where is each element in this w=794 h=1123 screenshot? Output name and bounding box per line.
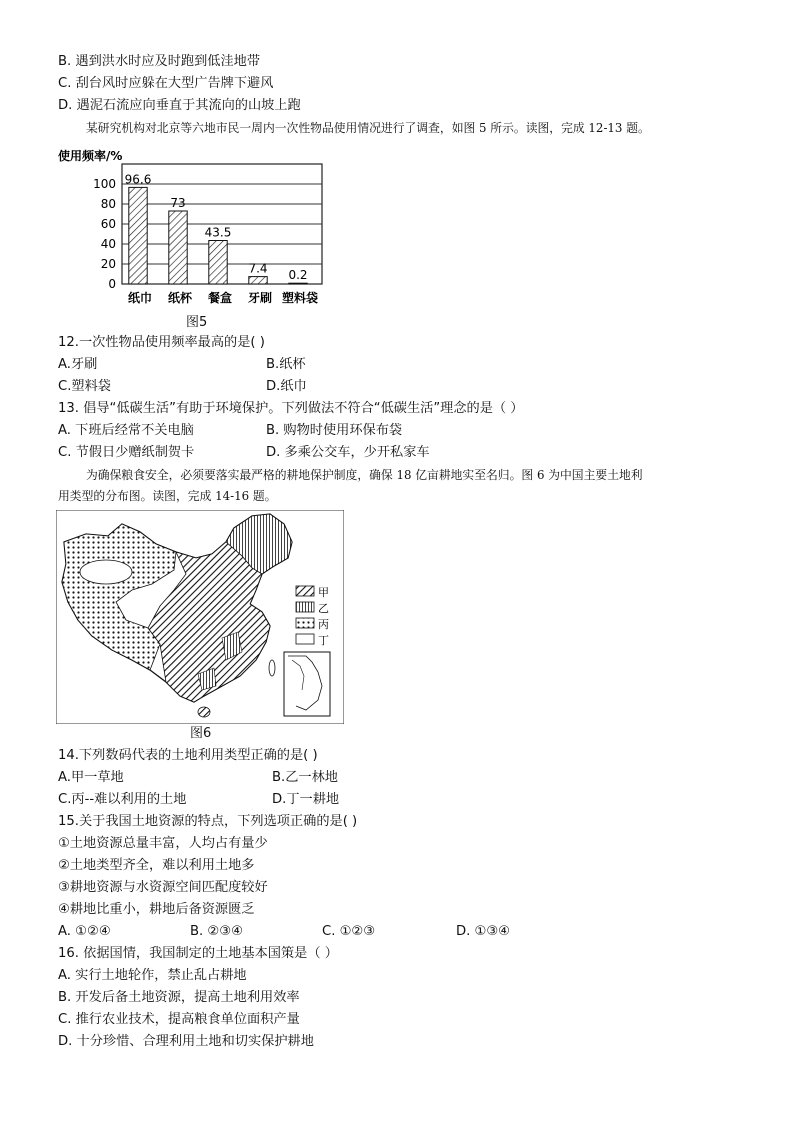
chart-ylabel: 使用频率/%	[58, 149, 123, 163]
q12-option-b: B.纸杯	[266, 357, 306, 372]
q15-option-b: B. ②③④	[190, 924, 243, 939]
chart-bar	[289, 283, 307, 284]
q16-option-b: B. 开发后备土地资源，提高土地利用效率	[58, 990, 300, 1005]
chart-bar	[209, 241, 227, 285]
q15-option-c: C. ①②③	[322, 924, 376, 939]
passage-14-16-line2: 用类型的分布图。读图，完成 14-16 题。	[58, 489, 277, 503]
chart-data-label: 0.2	[288, 268, 308, 283]
q12-option-a: A.牙刷	[58, 357, 98, 372]
q16-option-d: D. 十分珍惜、合理利用土地和切实保护耕地	[58, 1034, 314, 1049]
q16-stem: 16. 依据国情，我国制定的土地基本国策是（ ）	[58, 946, 338, 961]
option-b: B. 遇到洪水时应及时跑到低洼地带	[58, 54, 261, 69]
q15-statement-2: ②土地类型齐全，难以利用土地多	[58, 858, 255, 873]
bar-chart-figure-5	[56, 146, 346, 332]
chart-bar	[129, 187, 147, 284]
q15-option-d: D. ①③④	[456, 924, 511, 939]
chart-data-label: 7.4	[248, 261, 268, 276]
chart-category-label: 牙刷	[247, 291, 273, 305]
passage-14-16-line1: 为确保粮食安全，必须要落实最严格的耕地保护制度，确保 18 亿亩耕地实至名归。图 6 为中国主要土地利	[86, 468, 643, 482]
q13-option-c: C. 节假日少赠纸制贺卡	[58, 445, 195, 460]
option-c: C. 刮台风时应躲在大型广告牌下避风	[58, 76, 274, 91]
q13-option-d: D. 多乘公交车，少开私家车	[266, 445, 430, 460]
chart-category-label: 塑料袋	[281, 291, 319, 305]
q15-option-a: A. ①②④	[58, 924, 111, 939]
q13-stem: 13. 倡导“低碳生活”有助于环境保护。下列做法不符合“低碳生活”理念的是（ ）	[58, 401, 524, 416]
legend-jia: 甲	[318, 586, 329, 599]
q14-option-b: B.乙一林地	[272, 770, 338, 785]
chart-category-label: 餐盒	[207, 291, 233, 305]
figure-6-caption: 图6	[190, 726, 212, 741]
passage-12-13: 某研究机构对北京等六地市民一周内一次性物品使用情况进行了调查，如图 5 所示。读图，完成 12-13 题。	[86, 121, 650, 135]
chart-bar	[169, 211, 187, 284]
q15-statement-1: ①土地资源总量丰富，人均占有量少	[58, 836, 268, 851]
chart-data-label: 43.5	[204, 225, 232, 240]
q14-stem: 14.下列数码代表的土地利用类型正确的是( )	[58, 748, 318, 763]
legend-bing: 丙	[318, 618, 329, 631]
q12-stem: 12.一次性物品使用频率最高的是( )	[58, 335, 265, 350]
q15-statement-4: ④耕地比重小，耕地后备资源匮乏	[58, 902, 255, 917]
legend-ding: 丁	[318, 634, 329, 647]
q14-option-c: C.丙--难以利用的土地	[58, 792, 187, 807]
q12-option-c: C.塑料袋	[58, 379, 111, 394]
q16-option-c: C. 推行农业技术，提高粮食单位面积产量	[58, 1012, 300, 1027]
q14-option-d: D.丁一耕地	[272, 792, 340, 807]
chart-data-label: 96.6	[124, 172, 152, 187]
chart-ytick-label: 0	[108, 277, 116, 291]
chart-ytick-label: 20	[100, 257, 116, 271]
q13-option-b: B. 购物时使用环保布袋	[266, 423, 403, 438]
chart-ytick-label: 40	[100, 237, 116, 251]
figure-5-caption: 图5	[186, 315, 208, 330]
q12-option-d: D.纸巾	[266, 379, 307, 394]
chart-bar	[249, 277, 267, 284]
q14-option-a: A.甲一草地	[58, 770, 124, 785]
chart-category-label: 纸杯	[167, 291, 193, 305]
chart-ytick-label: 60	[100, 217, 116, 231]
q15-stem: 15.关于我国土地资源的特点，下列选项正确的是( )	[58, 814, 358, 829]
south-china-sea-inset	[284, 652, 330, 716]
legend-yi: 乙	[318, 602, 329, 615]
chart-data-label: 73	[170, 196, 186, 210]
q15-statement-3: ③耕地资源与水资源空间匹配度较好	[58, 880, 268, 895]
chart-ytick-label: 100	[93, 177, 116, 191]
chart-category-label: 纸巾	[127, 291, 153, 305]
china-land-use-map	[56, 510, 344, 724]
chart-ytick-label: 80	[100, 197, 116, 211]
q13-option-a: A. 下班后经常不关电脑	[58, 423, 194, 438]
q16-option-a: A. 实行土地轮作，禁止乱占耕地	[58, 968, 247, 983]
option-d: D. 遇泥石流应向垂直于其流向的山坡上跑	[58, 98, 301, 113]
